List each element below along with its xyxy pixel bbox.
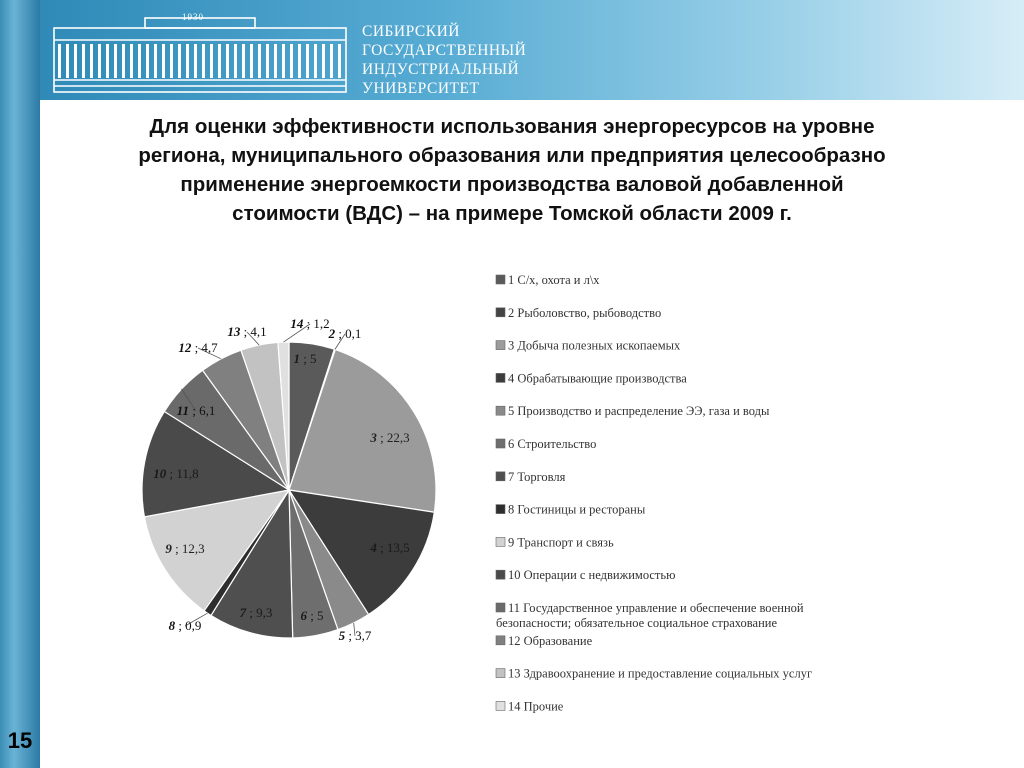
- legend-label-8: 8 Гостиницы и рестораны: [508, 502, 646, 517]
- legend-label-3: 3 Добыча полезных ископаемых: [508, 338, 681, 353]
- slice-label-7: 7 ; 9,3: [239, 605, 273, 620]
- slice-label-2: 2 ; 0,1: [328, 326, 362, 341]
- legend-label-10: 10 Операции с недвижимостью: [508, 568, 676, 583]
- legend-swatch-14: [496, 701, 505, 710]
- slice-label-12: 12 ; 4,7: [178, 340, 218, 355]
- legend-swatch-9: [496, 537, 505, 546]
- legend-swatch-6: [496, 439, 505, 448]
- legend-swatch-12: [496, 636, 505, 645]
- legend-swatch-13: [496, 669, 505, 678]
- university-name-line-4: УНИВЕРСИТЕТ: [362, 80, 480, 97]
- legend-label-6: 6 Строительство: [508, 437, 597, 451]
- legend-swatch-5: [496, 406, 505, 415]
- legend-swatch-8: [496, 505, 505, 514]
- logo-year: 1930: [182, 12, 204, 22]
- slice-label-8: 8 ; 0,9: [168, 618, 202, 633]
- legend-label-12: 12 Образование: [508, 633, 593, 648]
- legend-label-4: 4 Обрабатывающие производства: [508, 371, 687, 386]
- legend-swatch-1: [496, 275, 505, 284]
- legend-swatch-2: [496, 308, 505, 317]
- title-line-2: региона, муниципального образования или предприятия целесообразно: [138, 144, 886, 167]
- legend-label-1: 1 С/х, охота и л\х: [508, 273, 600, 287]
- slice-label-1: 1 ; 5: [293, 351, 317, 366]
- legend-label-11: 11 Государственное управление и обеспечение военной безопасности; обязательное социальное страхование: [496, 601, 804, 630]
- legend-label-5: 5 Производство и распределение ЭЭ, газа и воды: [508, 404, 770, 419]
- legend-label-7: 7 Торговля: [508, 469, 566, 484]
- slice-label-10: 10 ; 11,8: [153, 466, 199, 481]
- legend-swatch-4: [496, 373, 505, 382]
- legend-swatch-7: [496, 472, 505, 481]
- university-name-line-1: СИБИРСКИЙ: [362, 23, 460, 40]
- slice-label-4: 4 ; 13,5: [370, 540, 410, 555]
- legend-swatch-11: [496, 603, 505, 612]
- page-number: 15: [7, 728, 33, 753]
- slice-label-3: 3 ; 22,3: [370, 430, 410, 445]
- slice-label-13: 13 ; 4,1: [227, 324, 267, 339]
- legend-label-14: 14 Прочие: [508, 699, 564, 714]
- legend-label-9: 9 Транспорт и связь: [508, 535, 614, 550]
- title-line-4: стоимости (ВДС) – на примере Томской области 2009 г.: [232, 202, 792, 225]
- title-line-1: Для оценки эффективности использования энергоресурсов на уровне: [149, 115, 875, 138]
- slice-label-5: 5 ; 3,7: [338, 628, 372, 643]
- slice-label-9: 9 ; 12,3: [165, 541, 205, 556]
- title-line-3: применение энергоемкости производства валовой добавленной: [180, 173, 844, 196]
- university-name-line-3: ИНДУСТРИАЛЬНЫЙ: [362, 61, 520, 78]
- legend-swatch-10: [496, 570, 505, 579]
- university-name-line-2: ГОСУДАРСТВЕННЫЙ: [362, 42, 527, 59]
- legend-label-13: 13 Здравоохранение и предоставление социальных услуг: [508, 666, 813, 681]
- legend-swatch-3: [496, 341, 505, 350]
- slice-label-11: 11 ; 6,1: [176, 403, 216, 418]
- slice-label-14: 14 ; 1,2: [290, 316, 330, 331]
- slice-label-6: 6 ; 5: [300, 608, 324, 623]
- legend-label-2: 2 Рыболовство, рыбоводство: [508, 305, 662, 320]
